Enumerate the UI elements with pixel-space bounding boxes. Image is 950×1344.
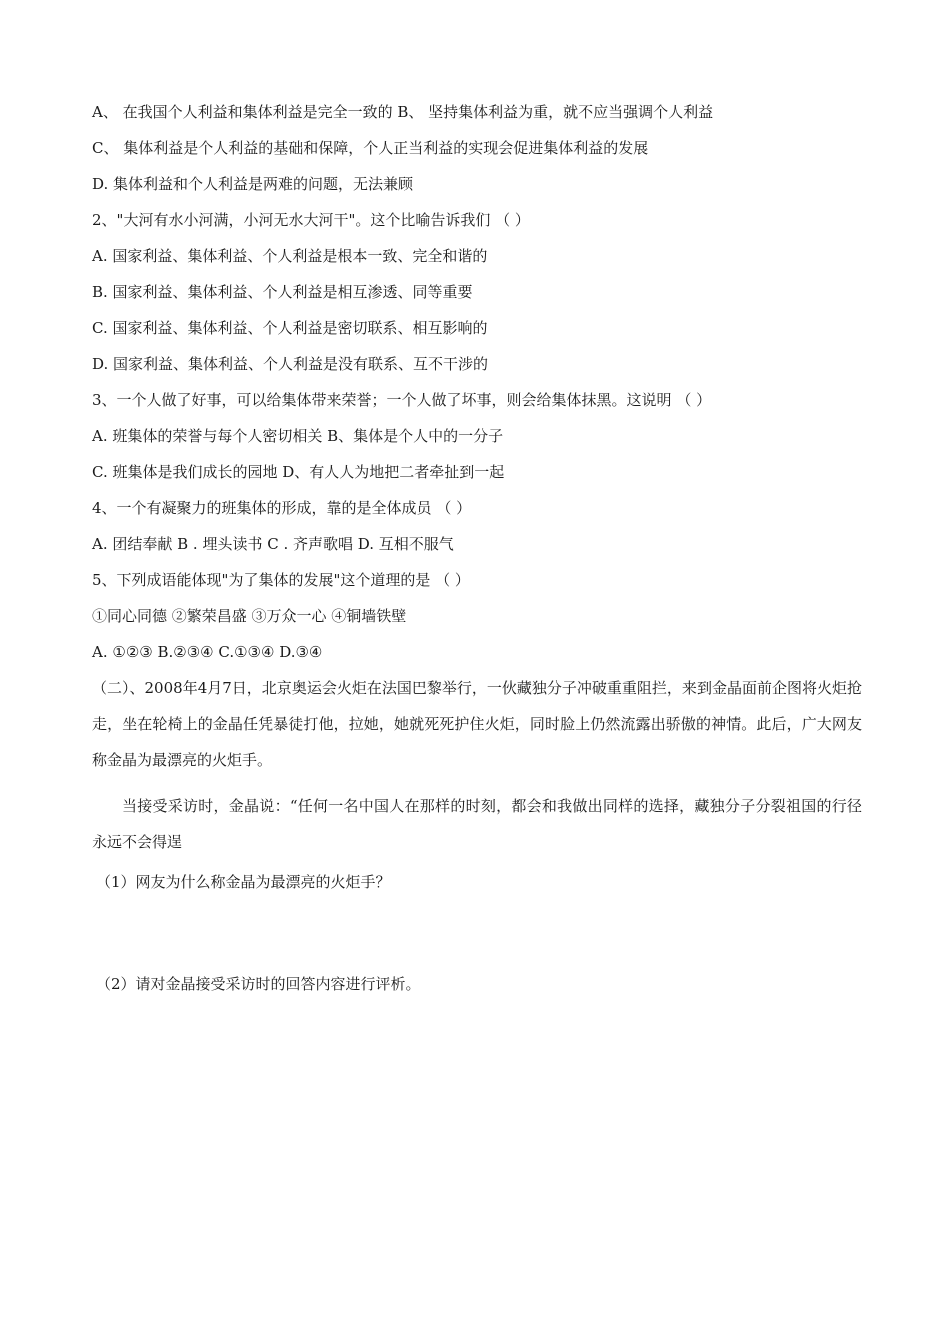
q5-stem: 5、下列成语能体现"为了集体的发展"这个道理的是 （ ） [92, 571, 470, 589]
q3-option-c-d: C. 班集体是我们成长的园地 D、有人人为地把二者牵扯到一起 [92, 463, 505, 481]
q2-option-b: B. 国家利益、集体利益、个人利益是相互渗透、同等重要 [92, 283, 473, 301]
q3-stem: 3、一个人做了好事，可以给集体带来荣誉；一个人做了坏事，则会给集体抹黑。这说明 （ ） [92, 391, 712, 409]
q2-stem: 2、"大河有水小河满，小河无水大河干"。这个比喻告诉我们 （ ） [92, 211, 530, 229]
part2-passage: （二）、2008年4月7日，北京奥运会火炬在法国巴黎举行，一伙藏独分子冲破重重阻拦，来到金晶面前企图将火炬抢走，坐在轮椅上的金晶任凭暴徒打他，拉她，她就死死护住火炬，同时脸上仍然流露出骄傲的神情。此后，广大网友称金晶为最漂亮的火炬手。 [92, 679, 862, 769]
part2-interview-passage: 当接受采访时，金晶说：“任何一名中国人在那样的时刻，都会和我做出同样的选择，藏独分子分裂祖国的行径永远不会得逞 [92, 797, 862, 851]
q5-idiom-items: ①同心同德 ②繁荣昌盛 ③万众一心 ④铜墙铁壁 [92, 607, 407, 625]
q2-option-d: D. 国家利益、集体利益、个人利益是没有联系、互不干涉的 [92, 355, 489, 373]
q2-option-a: A. 国家利益、集体利益、个人利益是根本一致、完全和谐的 [92, 247, 488, 265]
part2-question-1: （1）网友为什么称金晶为最漂亮的火炬手？ [96, 873, 391, 891]
part2-question-2: （2）请对金晶接受采访时的回答内容进行评析。 [96, 975, 421, 993]
q4-options: A. 团结奉献 B . 埋头读书 C . 齐声歌唱 D. 互相不服气 [92, 535, 454, 553]
q5-options: A. ①②③ B.②③④ C.①③④ D.③④ [92, 643, 323, 661]
q4-stem: 4、一个有凝聚力的班集体的形成，靠的是全体成员 （ ） [92, 499, 472, 517]
q1-option-d: D. 集体利益和个人利益是两难的问题，无法兼顾 [92, 175, 414, 193]
q1-option-c: C、 集体利益是个人利益的基础和保障，个人正当利益的实现会促进集体利益的发展 [92, 139, 649, 157]
q3-option-a-b: A. 班集体的荣誉与每个人密切相关 B、集体是个人中的一分子 [92, 427, 504, 445]
q1-option-a-b: A、 在我国个人利益和集体利益是完全一致的 B、 坚持集体利益为重，就不应当强调个人利益 [92, 103, 714, 121]
q2-option-c: C. 国家利益、集体利益、个人利益是密切联系、相互影响的 [92, 319, 488, 337]
